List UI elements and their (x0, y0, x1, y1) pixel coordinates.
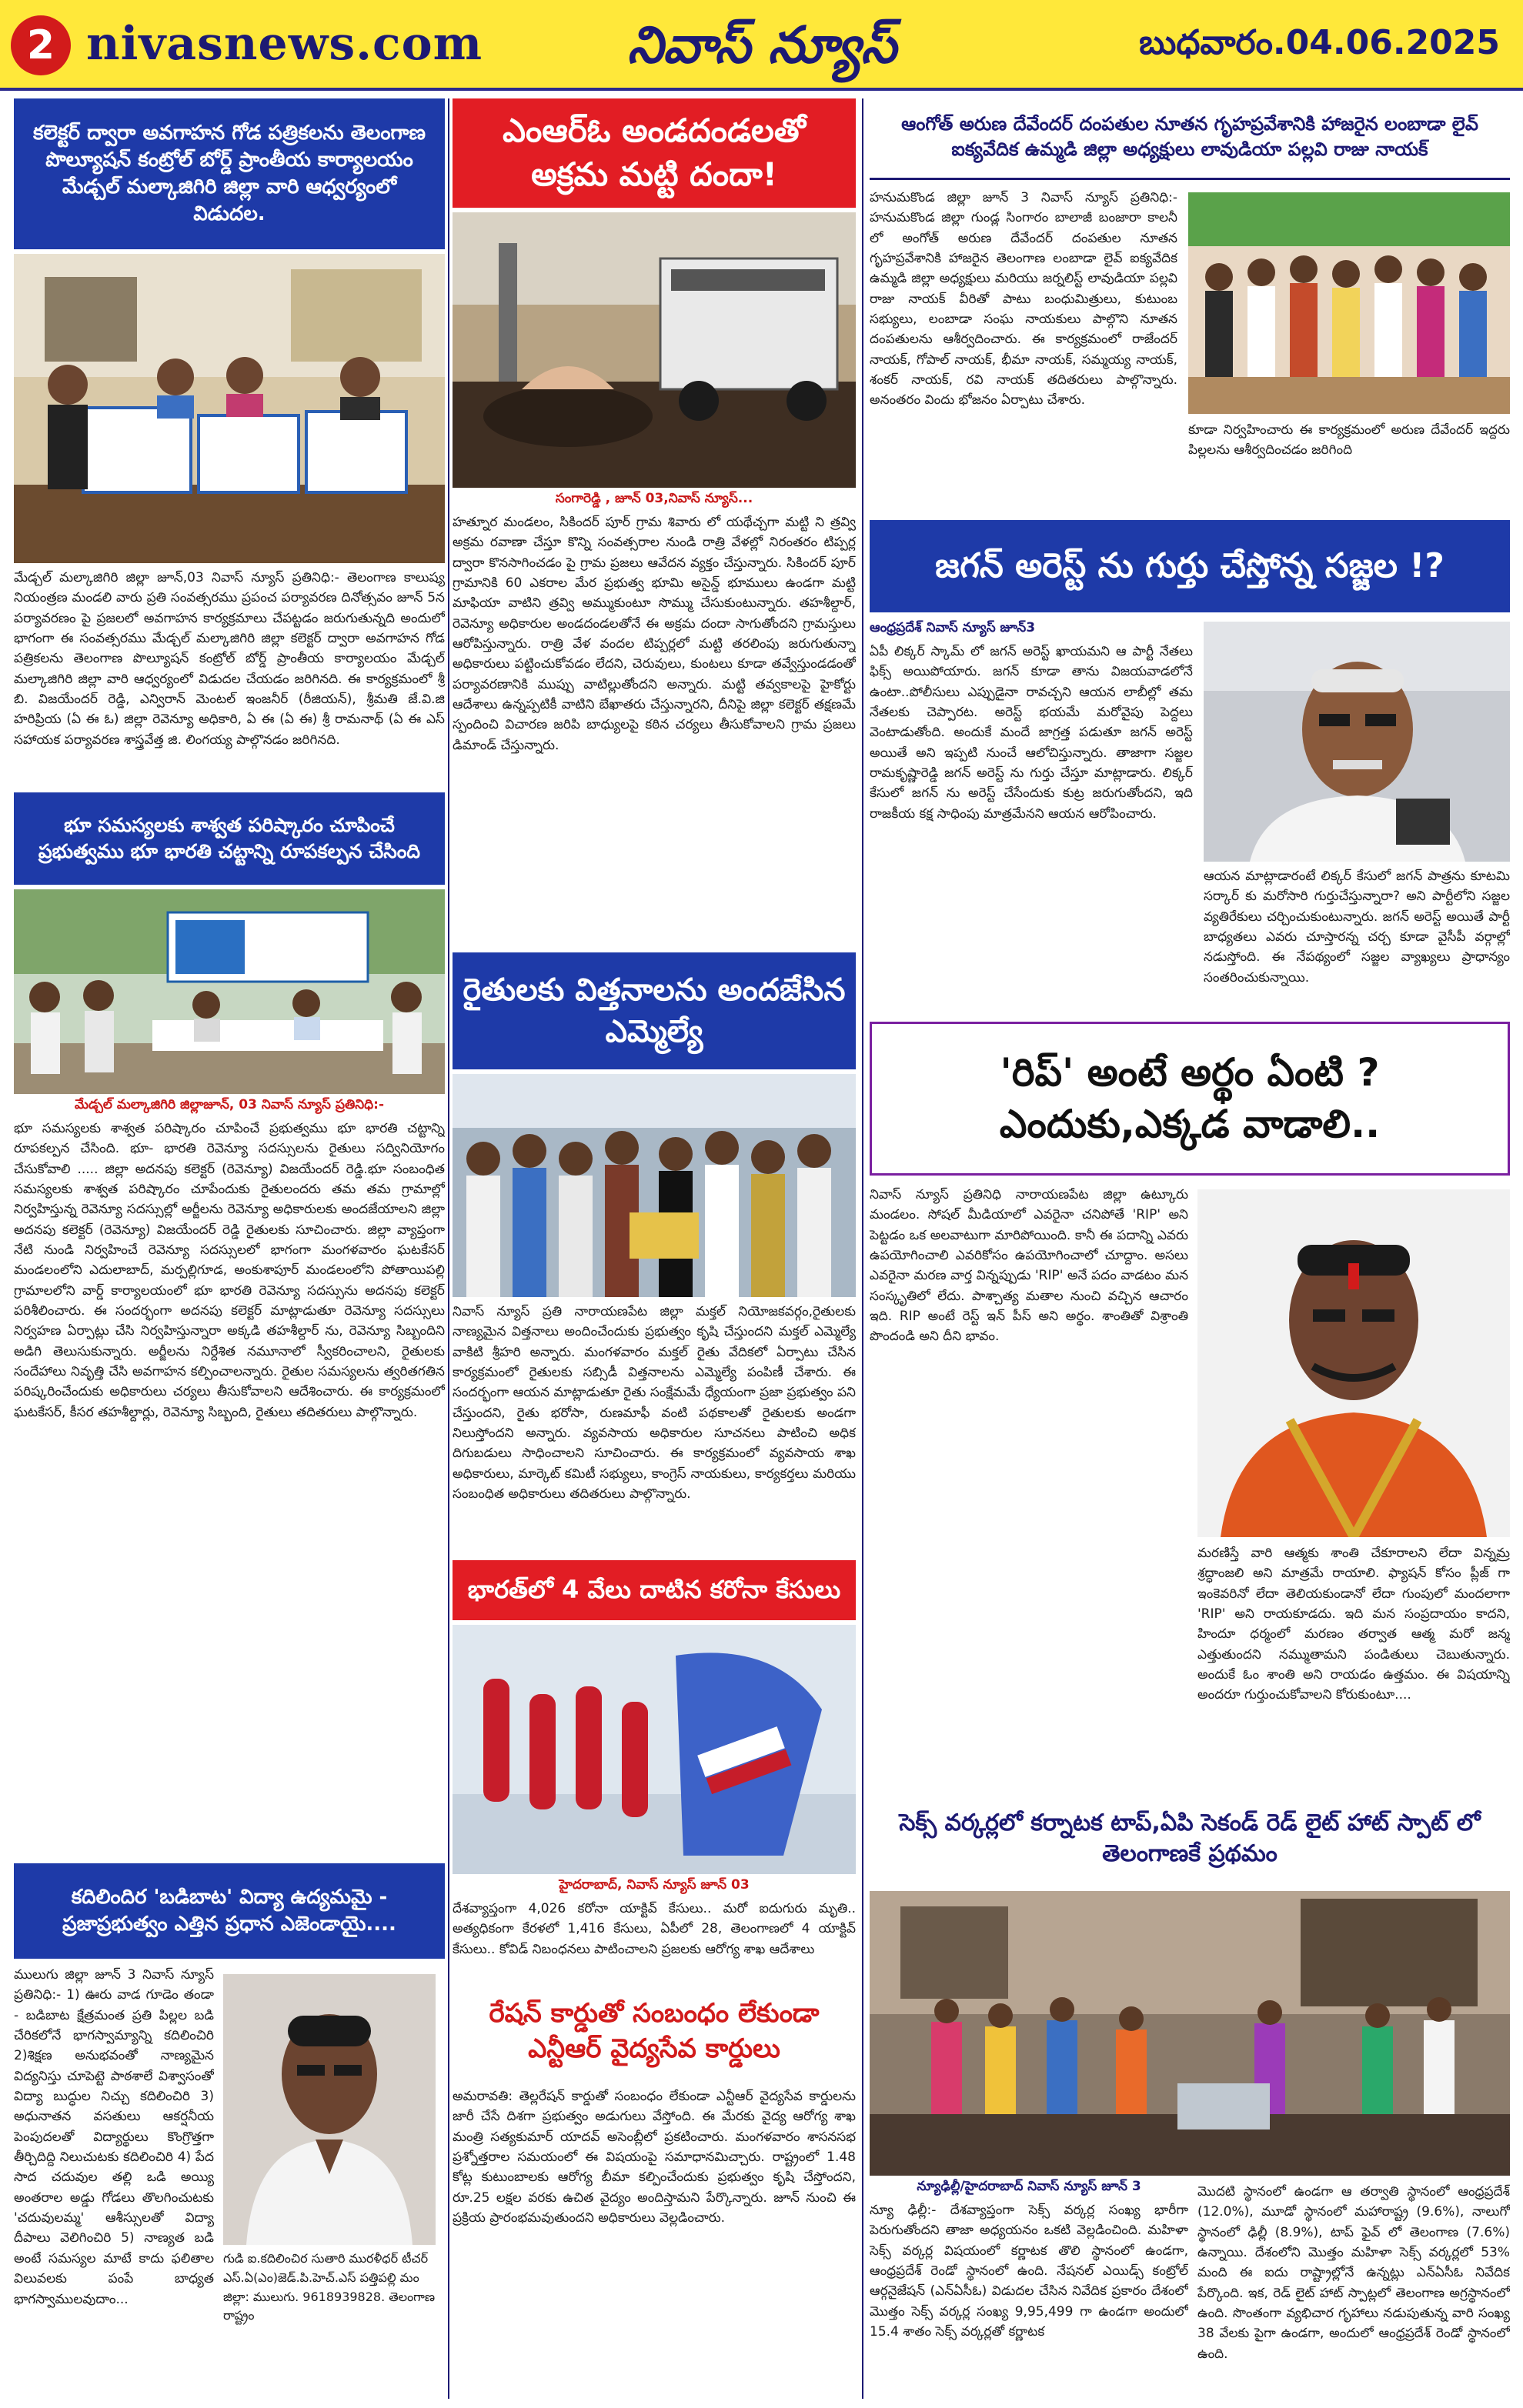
headline-seed-distribution[interactable]: రైతులకు విత్తనాలను అందజేసిన ఎమ్మెల్యే (453, 952, 856, 1069)
dateline-sex-workers: న్యూఢిల్లీ/హైదరాబాద్ నివాస్ న్యూస్ జూన్ 3 (917, 2179, 1141, 2194)
article-house-warming-body: హనుమకొండ జిల్లా జూన్ 3 నివాస్ న్యూస్ ప్రతినిధి:- హనుమకొండ జిల్లా గుండ్ల సింగారం బాలాజీ బంజారా కాలనీ లో అంగోత్ అరుణ దేవేందర్ దంపతుల నూతన గృహప్రవేశానికి హాజరైన తెలంగాణ లంబాడా లైవ్ ఐక్యవేదిక ఉమ్మడి జిల్లా అధ్యక్షులు మరియు జర్నలిస్ట్ లావుడియా పల్లవి రాజు నాయక్ వీరితో పాటు బంధుమిత్రులు, కుటుంబ సభ్యులు, లంబాడా సంఘ నాయకులు పాల్గొని నూతన దంపతులను ఆశీర్వదించారు. ఈ కార్యక్రమంలో రాజేందర్ నాయక్, గోపాల్ నాయక్, భీమా నాయక్, సమ్మయ్య నాయక్, శంకర్ నాయక్, రవి నాయక్ తదితరులు పాల్గొన్నారు. అనంతరం విందు భోజనం ఏర్పాటు చేశారు. (870, 190, 1177, 409)
photo-soil-truck (453, 212, 856, 488)
article-illegal-soil-body: హత్నూర మండలం, సికిందర్ పూర్ గ్రామ శివారు లో యథేచ్చగా మట్టి ని త్రవ్వి అక్రమ రవాణా చేస్తూ కొన్ని సంవత్సరాల నుండి రాత్రి వేళల్లో నిరంతరం టిప్పర్ల ద్వారా కొనసాగించడం పై గ్రామ ప్రజలు ఆవేదన వ్యక్తం చేస్తున్నారు. సికిందర్ పూర్ గ్రామానికి 60 ఎకరాల మేర ప్రభుత్వ భూమి అసైన్డ్ భూములు ఉండగా మట్టి మాఫియా వాటిని త్రవ్వి అమ్ముకుంటూ సొమ్ము చేసుకుంటున్నారు. తహశీల్దార్, రెవెన్యూ అధికారుల అండదండలతోనే ఈ అక్రమ దందా సాగుతోందని గ్రామస్తులు ఆరోపిస్తున్నారు. రాత్రి వేళ వందల టిప్పర్లలో మట్టి తరలింపు జరుగుతున్నా అధికారులు పట్టించుకోవడం లేదని, చెరువులు, కుంటలు కూడా తవ్వేస్తుండడంతో పర్యావరణానికి ముప్పు వాటిల్లుతోందని అన్నారు. మట్టి తవ్వకాలపై హైకోర్టు ఆదేశాలు ఉన్నప్పటికీ వాటిని బేఖాతరు చేస్తున్నారని, దీనిపై జిల్లా కలెక్టర్ తక్షణమే స్పందించి విచారణ జరిపి బాధ్యులపై కఠిన చర్యలు తీసుకోవాలని గ్రామ ప్రజలు డిమాండ్ చేస్తున్నారు. (453, 515, 856, 753)
column-divider-left (448, 98, 449, 2399)
headline-badibata[interactable]: కదిలిందిర 'బడిబాట' విద్యా ఉద్యమమై - ప్రజాప్రభుత్వం ఎత్తిన ప్రధాన ఎజెండాయై.... (14, 1863, 445, 1959)
headline-sex-workers[interactable]: సెక్స్ వర్కర్లలో కర్నాటక టాప్,ఏపి సెకండ్ రెడ్ లైట్ హాట్ స్పాట్ లో తెలంగాణకే ప్రథమం (870, 1791, 1510, 1886)
newspaper-title: నివాస్ న్యూస్ (627, 15, 897, 75)
headline-illegal-soil[interactable]: ఎంఆర్ఓ అండదండలతో అక్రమ మట్టి దందా! (453, 98, 856, 208)
caption-house-warming: కూడా నిర్వహించారు ఈ కార్యక్రమంలో అరుణ దేవేందర్ ఇద్దరు పిల్లలను ఆశీర్వదించడం జరిగింది (1188, 422, 1510, 459)
headline-corona-cases[interactable]: భారత్‌లో 4 వేలు దాటిన కరోనా కేసులు (453, 1560, 856, 1620)
dateline-corona: హైదరాబాద్, నివాస్ న్యూస్ జూన్ 03 (559, 1877, 750, 1893)
article-bhu-bharati-body: భూ సమస్యలకు శాశ్వత పరిష్కారం చూపించే ప్రభుత్వము భూ భారతి చట్టాన్ని రూపకల్పన చేసింది. భూ- భారతి రెవెన్యూ సదస్సులను రైతులు సద్వినియోగం చేసుకోవాలి ..... జిల్లా అదనపు కలెక్టర్ (రెవెన్యూ) విజయేందర్ రెడ్డి.భూ సంబంధిత సమస్యలకు శాశ్వత పరిష్కారం చూపేందుకు రైతులందరు తమ తమ గ్రామాల్లో నిర్వహిస్తున్న రెవెన్యూ సదస్సుల్లో అర్జీలను రెవెన్యూ అధికారులకు అందజేయాలని జిల్లా అదనపు కలెక్టర్ (రెవెన్యూ) విజయేందర్ రెడ్డి రైతులకు సూచించారు. జిల్లా వ్యాప్తంగా నేటి నుండి నిర్వహించే రెవెన్యూ సదస్సులలో భాగంగా మంగళవారం ఘటకేసర్ మండలంలోని ఎదులాబాద్, మర్పల్లిగూడ, అంకుశాపూర్ మండలంలోని పోతాయిపల్లి గ్రామాలలోని వార్డ్ కార్యాలయంలో భూ భారతి రెవెన్యూ సదస్సును అదనపు కలెక్టర్ పరిశీలించారు. ఈ సందర్భంగా అదనపు కలెక్టర్ మాట్లాడుతూ రెవెన్యూ సదస్సులు నిర్వహణ ఏర్పాట్లు చేసి నిర్వహిస్తున్నారా అక్కడి తహశీల్దార్ ను, రెవెన్యూ సిబ్బందిని అడిగి తెలుసుకున్నారు. అర్జీలను నిర్దేశిత నమూనాలో స్వీకరించాలని, రైతులకు సందేహాలు నివృత్తి చేసి అవగాహన కల్పించాలన్నారు. రైతుల సమస్యలను త్వరితగతిన పరిష్కరించేందుకు అధికారులు చర్యలు తీసుకోవాలని ఆదేశించారు. ఈ కార్యక్రమంలో ఘటకేసర్, కీసర తహశీల్దార్లు, రెవెన్యూ సిబ్బంది, రైతులు తదితరులు పాల్గొన్నారు. (14, 1121, 445, 1420)
photo-revenue-sadassu (14, 889, 445, 1094)
headline-house-warming[interactable]: ఆంగోత్ అరుణ దేవేందర్ దంపతుల నూతన గృహప్రవేశానికి హాజరైన లంబాడా లైవ్ ఐక్యవేదిక ఉమ్మడి జిల్లా అధ్యక్షులు లావుడియా పల్లవి రాజు నాయక్ (870, 95, 1510, 180)
photo-teacher-portrait (223, 1974, 436, 2245)
article-rip-body: నివాస్ న్యూస్ ప్రతినిధి నారాయణపేట జిల్లా ఉట్కూరు మండలం. సోషల్ మీడియాలో ఎవరైనా చనిపోతే 'RIP' అని పెట్టడం ఒక అలవాటుగా మారిపోయింది. కానీ ఈ పదాన్ని ఎవరు ఉపయోగించాలి ఎవరికోసం ఉపయోగించాలో చూద్దాం. అసలు ఎవరైనా మరణ వార్త విన్నప్పుడు 'RIP' అనే పదం వాడటం మన సంస్కృతిలో లేదు. పాశ్చాత్య మతాల నుంచి వచ్చిన ఆచారం ఇది. RIP అంటే రెస్ట్ ఇన్ పీస్ అని అర్థం. శాంతితో విశ్రాంతి పొందండి అని దీని భావం. (870, 1187, 1188, 1345)
column-divider-right (862, 98, 863, 2399)
article-jagan-body: ఏపీ లిక్కర్ స్కామ్ లో జగన్ అరెస్ట్ ఖాయమని ఆ పార్టీ నేతలు ఫిక్స్ అయిపోయారు. జగన్ కూడా తాను విజయవాడలోనే ఉంటా..పోలీసులు ఎప్పుడైనా రావచ్చని ఆయన లాబీల్లో తమ నేతలకు చెప్పారట. అరెస్ట్ భయమే మరోవైపు పెద్దలు వెంటాడుతోంది. అందుకే మందే జాగ్రత్త పడుతూ జగన్ అరెస్ట్ అయితే అని ఇప్పటి నుంచే ఆలోచిస్తున్నారు. తాజాగా సజ్జల రామకృష్ణారెడ్డి జగన్ అరెస్ట్ ను గుర్తు చేస్తూ మాట్లాడారు. లిక్కర్ కేసులో జగన్ ను అరెస్ట్ చేసేందుకు కుట్ర జరుగుతోందని, ఇది రాజకీయ కక్ష సాధింపు మాత్రమేనని ఆయన ఆరోపించారు. (870, 644, 1193, 822)
site-url[interactable]: nivasnews.com (86, 17, 483, 71)
article-seed-distribution-body: నివాస్ న్యూస్ ప్రతి నారాయణపేట జిల్లా మక్తల్ నియోజకవర్గం,రైతులకు నాణ్యమైన విత్తనాలు అందించేందుకు ప్రభుత్వం కృషి చేస్తుందని మక్తల్ ఎమ్మెల్యే వాకిటి శ్రీహరి అన్నారు. మంగళవారం మక్తల్ రైతు వేదికలో ఏర్పాటు చేసిన కార్యక్రమంలో రైతులకు సబ్సిడీ విత్తనాలను ఎమ్మెల్యే పంపిణీ చేశారు. ఈ సందర్భంగా ఆయన మాట్లాడుతూ రైతు సంక్షేమమే ధ్యేయంగా ప్రజా ప్రభుత్వం పని చేస్తుందని, రైతు భరోసా, రుణమాఫీ వంటి పథకాలతో రైతులకు అండగా నిలుస్తోందని అన్నారు. వ్యవసాయ అధికారుల సూచనలు పాటించి అధిక దిగుబడులు సాధించాలని సూచించారు. ఈ కార్యక్రమంలో వ్యవసాయ శాఖ అధికారులు, మార్కెట్ కమిటీ సభ్యులు, కాంగ్రెస్ నాయకులు, కార్యకర్తలు మరియు సంబంధిత అధికారులు తదితరులు పాల్గొన్నారు. (453, 1304, 856, 1502)
dateline-bhu-bharati: మేడ్చల్ మల్కాజిగిరి జిల్లాజూన్, 03 నివాస్ న్యూస్ ప్రతినిధి:- (74, 1097, 385, 1112)
article-badibata-body: ములుగు జిల్లా జూన్ 3 నివాస్ న్యూస్ ప్రతినిధి:- 1) ఊరు వాడ గూడెం తండా - బడిబాట క్షేత్రమంత ప్రతి పిల్లల బడి చేరికలోనే భాగస్వామ్యాన్ని కదిలించిరి 2)శిక్షణ అనుభవంతో నాణ్యమైన విద్యనిస్తు చూపెట్టె పాఠశాలే విశ్వాసంతో విద్యా బుద్ధుల నిచ్చు కదిలించిరి 3) అధునాతన వసతులు ఆకర్షనీయ పెంపుదలతో విద్యార్థులు కొంగ్రొత్తగా తీర్చిదిద్ది నిలుచుటకు కదిలించిరి 4) పేద సాద చదువుల తల్లి ఒడి అయ్యి అంతరాల అడ్డు గోడలు తొలగించుటకు 'చదువులమ్మ' ఆశీస్సులతో విద్యా దీపాలు వెలిగించిరి 5) నాణ్యత బడి అంటే సమస్యల మాటే కాదు ఫలితాల విలువలకు పంపే బాధ్యత భాగస్వాములవుదాం... (14, 1967, 214, 2307)
dateline-illegal-soil: సంగారెడ్డి , జూన్ 03,నివాస్ న్యూస్... (555, 491, 753, 506)
photo-sajjala (1204, 622, 1510, 862)
photo-house-warming (1188, 192, 1510, 414)
photo-pcb-poster-release (14, 254, 445, 563)
page-number: 2 (11, 15, 71, 75)
photo-rip-author (1197, 1189, 1510, 1537)
headline-ntr-cards[interactable]: రేషన్ కార్డుతో సంబంధం లేకుండా ఎన్టీఆర్ వైద్యసేవ కార్డులు (453, 1982, 856, 2082)
article-jagan-body-continued: ఆయన మాట్లాడారంటే లిక్కర్ కేసులో జగన్ పాత్రను కూటమి సర్కార్ కు మరోసారి గుర్తుచేస్తున్నారా? అని పార్టీలోని సజ్జల వ్యతిరేకులు చర్చించుకుంటున్నారు. జగన్ అరెస్ట్ అయితే పార్టీ బాధ్యతలు ఎవరు చూస్తారన్న చర్చ కూడా వైసీపీ వర్గాల్లో నడుస్తోంది. ఈ నేపథ్యంలో సజ్జల వ్యాఖ్యలు ప్రాధాన్యం సంతరించుకున్నాయి. (1204, 869, 1510, 986)
issue-date: బుధవారం.04.06.2025 (1139, 23, 1500, 62)
headline-bhu-bharati[interactable]: భూ సమస్యలకు శాశ్వత పరిష్కారం చూపించే ప్రభుత్వము భూ భారతి చట్టాన్ని రూపకల్పన చేసింది (14, 792, 445, 885)
article-sex-workers-body: న్యూ ఢిల్లీ:- దేశవ్యాప్తంగా సెక్స్ వర్కర్ల సంఖ్య భారీగా పెరుగుతోందని తాజా అధ్యయనం ఒకటి వెల్లడించింది. మహిళా సెక్స్ వర్కర్ల విషయంలో కర్ణాటక తొలి స్థానంలో ఉండగా, ఆంధ్రప్రదేశ్ రెండో స్థానంలో ఉంది. నేషనల్ ఎయిడ్స్ కంట్రోల్ ఆర్గనైజేషన్ (ఎన్ఏసీఓ) విడుదల చేసిన నివేదిక ప్రకారం దేశంలో మొత్తం సెక్స్ వర్కర్ల సంఖ్య 9,95,499 గా ఉండగా అందులో 15.4 శాతం సెక్స్ వర్కర్లతో కర్ణాటక (870, 2203, 1188, 2340)
photo-covid-test (453, 1625, 856, 1874)
article-pcb-body: మేడ్చల్ మల్కాజిగిరి జిల్లా జూన్,03 నివాస్ న్యూస్ ప్రతినిధి:- తెలంగాణ కాలుష్య నియంత్రణ మండలి వారు ప్రతి సంవత్సరము ప్రపంచ పర్యావరణ దినోత్సవం జూన్ 5న పర్యావరణం పై ప్రజలలో అవగాహన కార్యక్రమాలు చేపట్టడం జరుగుతున్నది అందులో భాగంగా ఈ సంవత్సరము మేడ్చల్ మల్కాజిగిరి జిల్లా కలెక్టర్ ద్వారా అవగాహన గోడ పత్రికలను తెలంగాణ పొల్యూషన్ కంట్రోల్ బోర్డ్ ప్రాంతీయ కార్యాలయం మేడ్చల్ మల్కాజిగిరి జిల్లా వారి ఆధ్వర్యంలో విడుదల చేయడం జరిగినది. ఈ కార్యక్రమంలో శ్రీ బి. విజయేందర్ రెడ్డి, ఎన్విరాన్ మెంటల్ ఇంజనీర్ (రీజియన్), శ్రీమతి జే.వి.జి హరిప్రియ (ఏ ఈ ఓ) జిల్లా రెవెన్యూ అధికారి, ఏ ఈ (ఏ ఈ) శ్రీ రామనాథ్ (ఏ ఈ ఎస్ సహాయక పర్యావరణ శాస్త్రవేత్త జి. లింగయ్య పాల్గొనడం జరిగినది. (14, 570, 445, 748)
photo-red-light-area (870, 1891, 1510, 2176)
headline-rip-meaning[interactable]: 'రిప్' అంటే అర్థం ఏంటి ? ఎందుకు,ఎక్కడ వాడాలి.. (870, 1022, 1510, 1176)
photo-seed-distribution (453, 1074, 856, 1297)
article-corona-body: దేశవ్యాప్తంగా 4,026 కరోనా యాక్టివ్ కేసులు.. మరో ఐదుగురు మృతి.. అత్యధికంగా కేరళలో 1,416 కేసులు, ఏపీలో 28, తెలంగాణలో 4 యాక్టివ్ కేసులు.. కోవిడ్ నిబంధనలు పాటించాలని ప్రజలకు ఆరోగ్య శాఖ ఆదేశాలు (453, 1901, 856, 1957)
headline-pcb-posters[interactable]: కలెక్టర్ ద్వారా అవగాహన గోడ పత్రికలను తెలంగాణ పొల్యూషన్ కంట్రోల్ బోర్డ్ ప్రాంతీయ కార్యాలయం మేడ్చల్ మల్కాజిగిరి జిల్లా వారి ఆధ్వర్యంలో విడుదల. (14, 98, 445, 249)
headline-jagan-arrest[interactable]: జగన్ అరెస్ట్ ను గుర్తు చేస్తోన్న సజ్జల !? (870, 520, 1510, 612)
article-sex-workers-body-continued: మొదటి స్థానంలో ఉండగా ఆ తర్వాతి స్థానంలో ఆంధ్రప్రదేశ్ (12.0%), మూడో స్థానంలో మహారాష్ట్ర (9.6%), నాలుగో స్థానంలో ఢిల్లీ (8.9%), టాప్ ఫైవ్ లో తెలంగాణ (7.6%) ఉన్నాయి. దేశంలోని మొత్తం మహిళా సెక్స్ వర్కర్లలో 53% మంది ఈ ఐదు రాష్ట్రాల్లోనే ఉన్నట్లు ఎన్ఏసీఓ నివేదిక పేర్కొంది. ఇక, రెడ్ లైట్ హాట్ స్పాట్లలో తెలంగాణ అగ్రస్థానంలో ఉంది. సొంతంగా వ్యభిచార గృహాలు నడుపుతున్న వారి సంఖ్య 38 వేలకు పైగా ఉండగా, అందులో ఆంధ్రప్రదేశ్ రెండో స్థానంలో ఉంది. (1197, 2184, 1510, 2362)
article-ntr-cards-body: అమరావతి: తెల్లరేషన్ కార్డుతో సంబంధం లేకుండా ఎన్టీఆర్ వైద్యసేవ కార్డులను జారీ చేసే దిశగా ప్రభుత్వం అడుగులు వేస్తోంది. ఈ మేరకు వైద్య ఆరోగ్య శాఖ మంత్రి సత్యకుమార్ యాదవ్ అసెంబ్లీలో ప్రకటించారు. మంగళవారం శాసనసభ ప్రశ్నోత్తరాల సమయంలో ఈ విషయంపై సమాధానమిచ్చారు. రాష్ట్రంలో 1.48 కోట్ల కుటుంబాలకు ఆరోగ్య బీమా కల్పించేందుకు ప్రభుత్వం కృషి చేస్తోందని, రూ.25 లక్షల వరకు ఉచిత వైద్యం అందిస్తామని పేర్కొన్నారు. జూన్ నుంచి ఈ ప్రక్రియ ప్రారంభమవుతుందని అధికారులు వెల్లడించారు. (453, 2089, 856, 2226)
dateline-jagan: ఆంధ్రప్రదేశ్ నివాస్ న్యూస్ జూన్3 (870, 620, 1036, 635)
caption-teacher: గుడి ఐ.కదిలించిర సుతారి మురళీధర్ టీచర్ ఎస్.ఏ(ఎం)జెడ్.పి.హెచ్.ఎస్ పత్తిపల్లి మం జిల్లా: ములుగు. 9618939828. తెలంగాణ రాష్ట్రం (223, 2251, 436, 2323)
masthead (0, 0, 1523, 91)
article-rip-body-continued: మరణిస్తే వారి ఆత్మకు శాంతి చేకూరాలని లేదా విన్నమ్ర శ్రద్ధాంజలి అని మాత్రమే రాయాలి. ఫ్యాషన్ కోసం ప్లీజ్ గా ఇంకెవరినో లేదా తెలియకుండానో లేదా గుంపులో మందలాగా 'RIP' అని రాయకూడదు. ఇది మన సంప్రదాయం కాదని, హిందూ ధర్మంలో మరణం తర్వాత ఆత్మ మరో జన్మ ఎత్తుతుందని నమ్ముతామని పండితులు చెబుతున్నారు. అందుకే ఓం శాంతి అని రాయడం ఉత్తమం. ఈ విషయాన్ని అందరూ గుర్తుంచుకోవాలని కోరుకుంటూ.... (1197, 1546, 1510, 1703)
